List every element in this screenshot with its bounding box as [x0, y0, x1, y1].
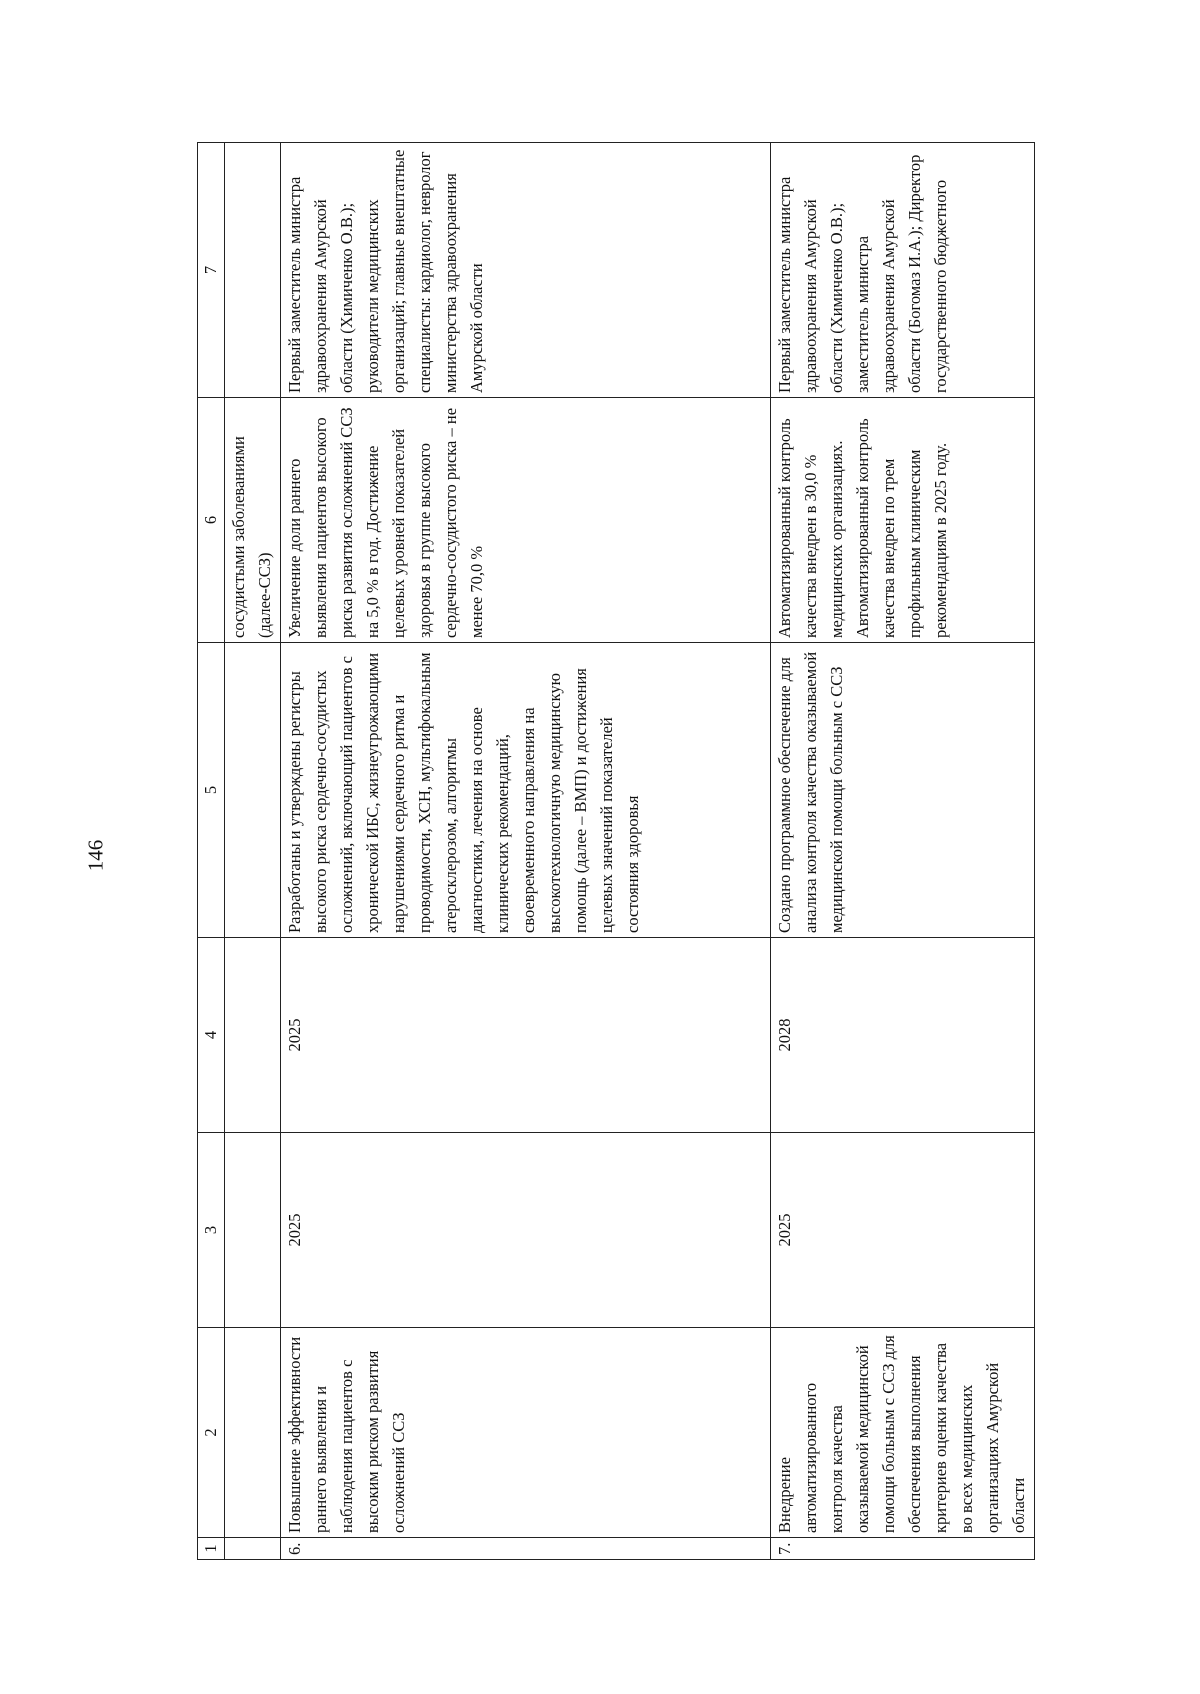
header-col-3: 3 — [198, 1133, 225, 1328]
header-col-5: 5 — [198, 643, 225, 938]
cont-cell-7 — [225, 143, 281, 398]
start-year-cell: 2025 — [771, 1133, 1035, 1328]
responsible-cell: Первый заместитель министра здравоохранения Амурской области (Химиченко О.В.); заместитель министра здравоохранения Амурской области (Богомаз И.А.); Директор государственного бюджетного — [771, 143, 1035, 398]
cont-cell-6: сосудистыми заболеваниями (далее-ССЗ) — [225, 398, 281, 643]
table-row — [771, 143, 1035, 1560]
cont-cell-5 — [225, 643, 281, 938]
header-col-2: 2 — [198, 1328, 225, 1538]
end-year-cell: 2025 — [281, 938, 771, 1133]
indicator-cell: Увеличение доли раннего выявления пациентов высокого риска развития осложнений ССЗ на 5,0 % в год. Достижение целевых уровней показателей здоровья в группе высокого сердечно-сосудистого риска – не менее 70,0 % — [281, 398, 771, 643]
header-col-4: 4 — [198, 938, 225, 1133]
indicator-cell: Автоматизированный контроль качества внедрен в 30,0 % медицинских организациях. Автоматизированный контроль качества внедрен по трем профильным клиническим рекомендациям в 2025 году. — [771, 398, 1035, 643]
cont-cell-3 — [225, 1133, 281, 1328]
header-col-1: 1 — [198, 1538, 225, 1560]
row-number: 6. — [281, 1538, 771, 1560]
header-row — [198, 143, 225, 1560]
start-year-cell: 2025 — [281, 1133, 771, 1328]
task-cell: Повышение эффективности раннего выявления и наблюдения пациентов с высоким риском развития осложнений ССЗ — [281, 1328, 771, 1538]
task-cell: Внедрение автоматизированного контроля качества оказываемой медицинской помощи больным с ССЗ для обеспечения выполнения критериев оценки качества во всех медицинских организациях Амурской области — [771, 1328, 1035, 1538]
table-row — [281, 143, 771, 1560]
responsible-cell: Первый заместитель министра здравоохранения Амурской области (Химиченко О.В.); руководители медицинских организаций; главные внештатные специалисты: кардиолог, невролог министерства здравоохранения Амурской области — [281, 143, 771, 398]
end-year-cell: 2028 — [771, 938, 1035, 1133]
plan-table — [197, 142, 1035, 1560]
continuation-row — [225, 143, 281, 1560]
row-number: 7. — [771, 1538, 1035, 1560]
header-col-7: 7 — [198, 143, 225, 398]
cont-cell-1 — [225, 1538, 281, 1560]
result-cell: Создано программное обеспечение для анализа контроля качества оказываемой медицинской помощи больным с ССЗ — [771, 643, 1035, 938]
cont-cell-4 — [225, 938, 281, 1133]
cont-cell-2 — [225, 1328, 281, 1538]
page-number: 146 — [83, 839, 108, 872]
result-cell: Разработаны и утверждены регистры высокого риска сердечно-сосудистых осложнений, включающий пациентов с хронической ИБС, жизнеугрожающими нарушениями сердечного ритма и проводимости, ХСН, мультифокальным атеросклерозом, алгоритмы диагностики, лечения на основе клинических рекомендаций, своевременного направления на высокотехнологичную медицинскую помощь (далее – ВМП) и достижения целевых значений показателей состояния здоровья — [281, 643, 771, 938]
rotated-table-wrapper — [197, 143, 1081, 1560]
header-col-6: 6 — [198, 398, 225, 643]
